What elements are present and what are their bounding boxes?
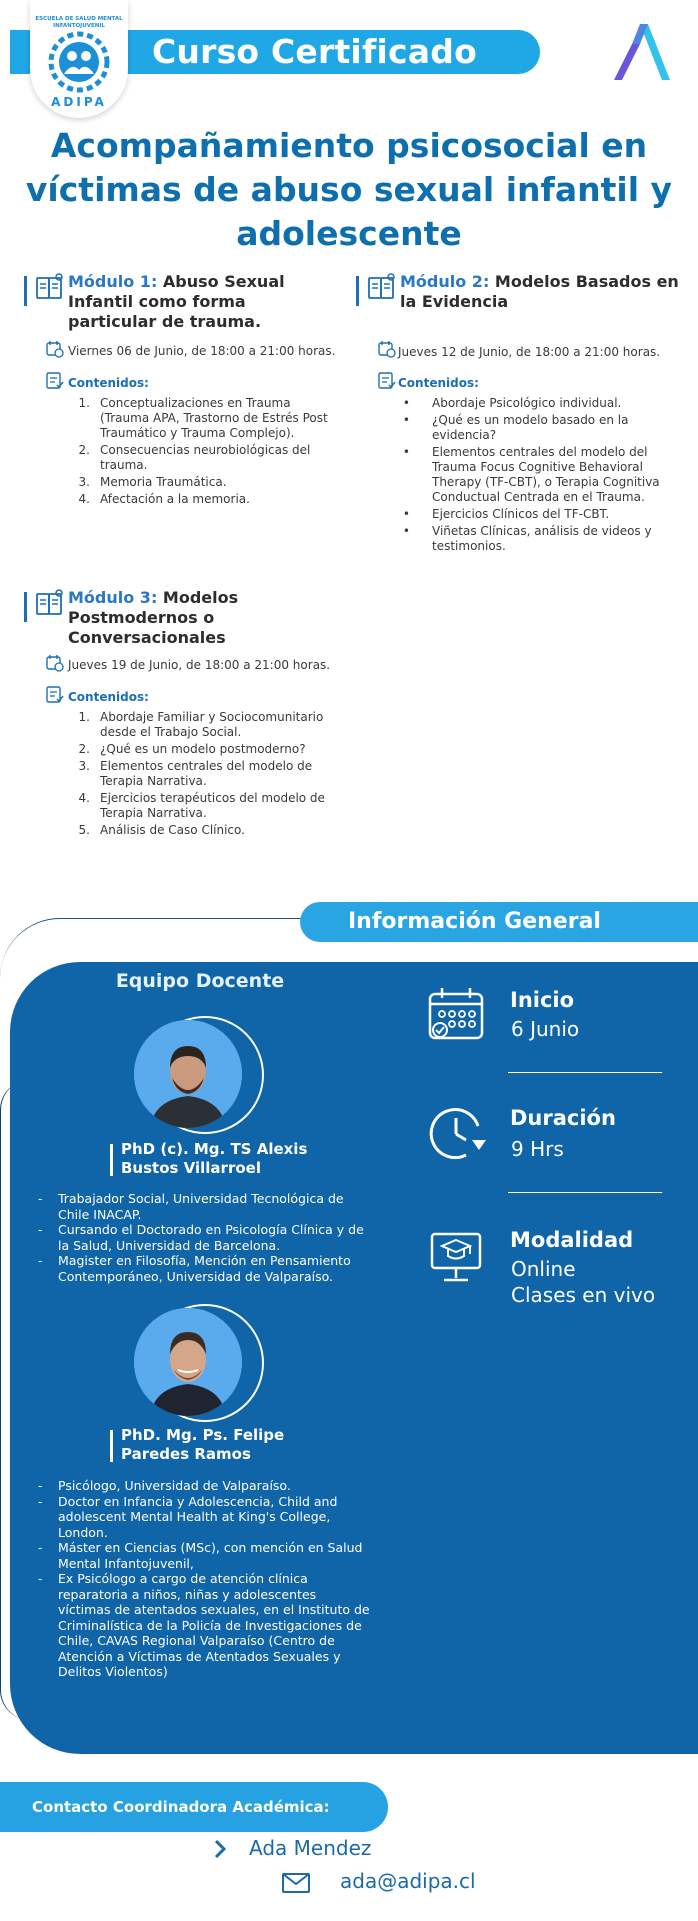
teacher-accent-bar bbox=[110, 1144, 113, 1176]
module-date: Jueves 12 de Junio, de 18:00 a 21:00 horas. bbox=[398, 345, 661, 359]
contents-list bbox=[400, 396, 690, 556]
divider bbox=[508, 1192, 662, 1193]
list-item: 1. Conceptualizaciones en Trauma (Trauma APA, Trastorno de Estrés Post Traumático y Trauma Complejo). bbox=[78, 396, 328, 440]
module-2 bbox=[356, 272, 686, 552]
list-item: 3. Memoria Traumática. bbox=[78, 475, 227, 489]
book-icon bbox=[34, 588, 66, 620]
list-item: 4. Afectación a la memoria. bbox=[78, 492, 250, 506]
module-date: Viernes 06 de Junio, de 18:00 a 21:00 horas. bbox=[68, 344, 336, 358]
calendar-clock-icon bbox=[46, 654, 64, 672]
clock-icon bbox=[426, 1102, 488, 1164]
list-item: - Cursando el Doctorado en Psicología Clínica y de la Salud, Universidad de Barcelona. bbox=[38, 1222, 364, 1253]
stat-value: 9 Hrs bbox=[511, 1137, 564, 1161]
list-item: 1. Abordaje Familiar y Sociocomunitario desde el Trabajo Social. bbox=[78, 710, 324, 739]
adipa-logo bbox=[30, 0, 128, 118]
course-badge-label: Curso Certificado bbox=[152, 32, 477, 71]
list-item: - Ex Psicólogo a cargo de atención clínica reparatoria a niños, niñas y adolescentes víctimas de atentados sexuales, en el Instituto de Criminalística de la Policía de Investigaciones de Chile, CAVAS Regional Valparaíso (Centro de Atención a Víctimas de Atentados Sexuales y Delitos Violentos) bbox=[38, 1571, 370, 1679]
stat-value: Online Clases en vivo bbox=[511, 1257, 656, 1307]
teacher-bio bbox=[38, 1478, 394, 1680]
contents-label: Contenidos: bbox=[68, 376, 149, 390]
list-item: 4. Ejercicios terapéuticos del modelo de Terapia Narrativa. bbox=[78, 791, 325, 820]
list-item: - Psicólogo, Universidad de Valparaíso. bbox=[38, 1478, 291, 1493]
checklist-icon bbox=[46, 372, 64, 390]
module-3 bbox=[24, 588, 344, 838]
list-item: - Doctor en Infancia y Adolescencia, Child and adolescent Mental Health at King's College, London. bbox=[38, 1493, 338, 1540]
stat-value: 6 Junio bbox=[511, 1017, 580, 1041]
module-accent-bar bbox=[24, 592, 27, 622]
stat-label: Modalidad bbox=[510, 1228, 634, 1252]
calendar-clock-icon bbox=[378, 340, 396, 358]
teacher-name: PhD (c). Mg. TS Alexis Bustos Villarroel bbox=[121, 1140, 308, 1177]
calendar-clock-icon bbox=[46, 340, 64, 358]
module-accent-bar bbox=[24, 276, 27, 306]
svg-text:ADIPA: ADIPA bbox=[51, 95, 107, 109]
book-icon bbox=[34, 272, 66, 304]
contact-heading: Contacto Coordinadora Académica: bbox=[32, 1798, 330, 1816]
contents-list bbox=[68, 710, 364, 840]
module-title: Módulo 3: Modelos Postmodernos o Conversacionales bbox=[68, 588, 239, 647]
list-item: 2. Consecuencias neurobiológicas del trauma. bbox=[78, 443, 311, 472]
contact-email-link[interactable]: ada@adipa.cl bbox=[340, 1869, 476, 1893]
book-icon bbox=[366, 272, 398, 304]
module-title: Módulo 2: Modelos Basados en la Evidencia bbox=[400, 272, 679, 311]
avatar bbox=[134, 1020, 242, 1128]
checklist-icon bbox=[46, 686, 64, 704]
module-accent-bar bbox=[356, 276, 359, 306]
list-item: - Trabajador Social, Universidad Tecnológica de Chile INACAP. bbox=[38, 1191, 344, 1222]
stat-label: Duración bbox=[510, 1106, 616, 1130]
course-title: Acompañamiento psicosocial en víctimas de abuso sexual infantil y adolescente bbox=[25, 126, 673, 253]
svg-text:INFANTOJUVENIL: INFANTOJUVENIL bbox=[53, 23, 105, 29]
list-item: • ¿Qué es un modelo basado en la evidencia? bbox=[402, 413, 629, 442]
module-1 bbox=[24, 272, 344, 512]
info-heading: Información General bbox=[348, 909, 601, 934]
teacher-name: PhD. Mg. Ps. Felipe Paredes Ramos bbox=[121, 1426, 285, 1463]
contact-name: Ada Mendez bbox=[249, 1836, 372, 1860]
divider bbox=[508, 1072, 662, 1073]
mail-icon bbox=[282, 1873, 310, 1893]
team-heading: Equipo Docente bbox=[115, 970, 285, 992]
avatar bbox=[134, 1308, 242, 1416]
contents-label: Contenidos: bbox=[398, 376, 479, 390]
checklist-icon bbox=[378, 372, 396, 390]
list-item: - Máster en Ciencias (MSc), con mención en Salud Mental Infantojuvenil, bbox=[38, 1540, 363, 1571]
svg-text:ESCUELA DE SALUD MENTAL: ESCUELA DE SALUD MENTAL bbox=[35, 16, 123, 22]
calendar-icon bbox=[426, 984, 488, 1046]
module-date: Jueves 19 de Junio, de 18:00 a 21:00 horas. bbox=[68, 658, 331, 672]
list-item: • Abordaje Psicológico individual. bbox=[402, 396, 622, 410]
stat-label: Inicio bbox=[510, 988, 575, 1012]
brand-mark-icon bbox=[610, 22, 670, 82]
list-item: 5. Análisis de Caso Clínico. bbox=[78, 823, 245, 837]
module-title: Módulo 1: Abuso Sexual Infantil como forma particular de trauma. bbox=[68, 272, 285, 331]
chevron-right-icon bbox=[212, 1838, 228, 1860]
list-item: • Viñetas Clínicas, análisis de videos y testimonios. bbox=[402, 524, 652, 553]
contents-label: Contenidos: bbox=[68, 690, 149, 704]
list-item: 2. ¿Qué es un modelo postmoderno? bbox=[78, 742, 306, 756]
teacher-accent-bar bbox=[110, 1430, 113, 1462]
teacher-bio bbox=[38, 1191, 388, 1284]
contents-list bbox=[68, 396, 358, 509]
list-item: - Magister en Filosofía, Mención en Pensamiento Contemporáneo, Universidad de Valparaíso. bbox=[38, 1253, 351, 1284]
list-item: • Elementos centrales del modelo del Trauma Focus Cognitive Behavioral Therapy (TF-CBT), o Terapia Cognitiva Conductual Centrada en el Trauma. bbox=[402, 445, 660, 504]
online-class-icon bbox=[426, 1226, 488, 1288]
list-item: 3. Elementos centrales del modelo de Terapia Narrativa. bbox=[78, 759, 313, 788]
list-item: • Ejercicios Clínicos del TF-CBT. bbox=[402, 507, 610, 521]
